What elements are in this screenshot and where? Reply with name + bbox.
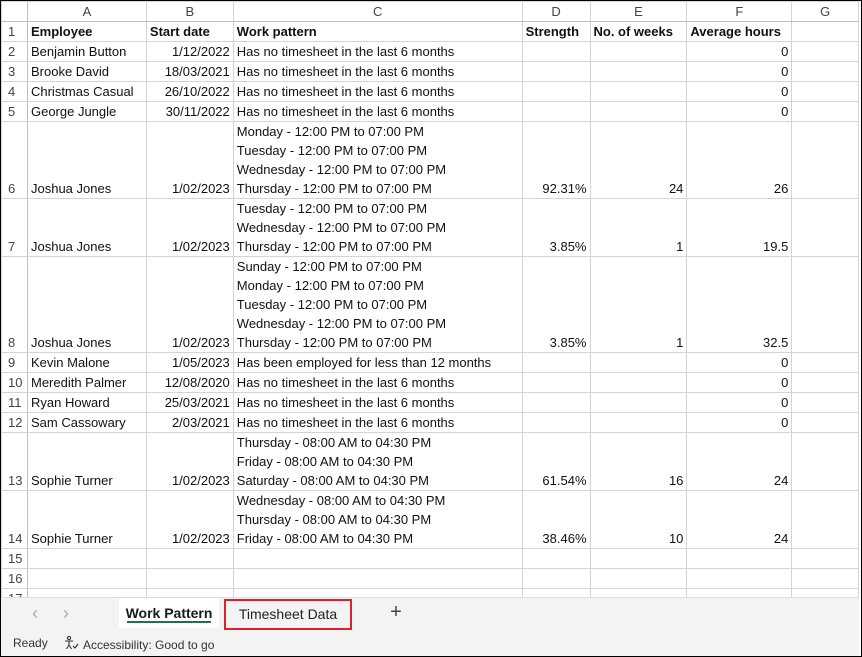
average-hours-cell[interactable]: 24 (687, 433, 792, 491)
tab-work-pattern[interactable] (119, 598, 219, 628)
work-pattern-cell[interactable] (233, 82, 522, 102)
accessibility-icon (63, 635, 79, 654)
start-date-cell[interactable]: 1/02/2023 (146, 122, 233, 199)
weeks-cell[interactable]: 1 (590, 257, 687, 353)
work-pattern-cell[interactable] (233, 373, 522, 393)
work-pattern-line: Wednesday - 08:00 AM to 04:30 PM (236, 493, 446, 508)
average-hours-cell[interactable]: 32.5 (687, 257, 792, 353)
tab-timesheet-data[interactable] (224, 599, 352, 630)
table-row (2, 257, 859, 353)
header-weeks-cell[interactable]: No. of weeks (590, 22, 687, 42)
average-hours-cell[interactable]: 0 (687, 393, 792, 413)
empty-cell[interactable] (792, 22, 859, 42)
add-sheet-button[interactable]: + (390, 601, 402, 623)
row-number[interactable]: 2 (2, 42, 28, 62)
work-pattern-cell[interactable] (233, 199, 522, 257)
empty-row (2, 569, 859, 589)
average-hours-cell[interactable]: 0 (687, 102, 792, 122)
work-pattern-line: Monday - 12:00 PM to 07:00 PM (236, 278, 424, 293)
row-number[interactable]: 14 (2, 491, 28, 549)
work-pattern-line: Has no timesheet in the last 6 months (236, 84, 455, 99)
table-row (2, 102, 859, 122)
row-number[interactable]: 15 (2, 549, 28, 569)
work-pattern-cell[interactable] (233, 102, 522, 122)
empty-cell[interactable] (792, 393, 859, 413)
work-pattern-line: Has no timesheet in the last 6 months (236, 64, 455, 79)
table-row (2, 82, 859, 102)
weeks-cell[interactable] (590, 102, 687, 122)
empty-cell[interactable] (590, 549, 687, 569)
row-number[interactable]: 1 (2, 22, 28, 42)
strength-cell[interactable] (522, 102, 590, 122)
work-pattern-line: Has no timesheet in the last 6 months (236, 375, 455, 390)
column-header[interactable]: C (233, 2, 522, 22)
accessibility-status-button[interactable] (63, 635, 214, 654)
employee-cell[interactable]: Joshua Jones (27, 122, 146, 199)
table-row (2, 413, 859, 433)
empty-cell[interactable] (522, 549, 590, 569)
work-pattern-line: Friday - 08:00 AM to 04:30 PM (236, 531, 414, 546)
empty-cell[interactable] (792, 62, 859, 82)
table-row (2, 62, 859, 82)
work-pattern-cell[interactable] (233, 413, 522, 433)
work-pattern-line: Has no timesheet in the last 6 months (236, 104, 455, 119)
strength-cell[interactable]: 92.31% (522, 122, 590, 199)
table-row (2, 491, 859, 549)
empty-cell[interactable] (590, 569, 687, 589)
row-number[interactable]: 3 (2, 62, 28, 82)
start-date-cell[interactable]: 1/05/2023 (146, 353, 233, 373)
average-hours-cell[interactable]: 19.5 (687, 199, 792, 257)
empty-cell[interactable] (687, 569, 792, 589)
table-row (2, 373, 859, 393)
weeks-cell[interactable] (590, 373, 687, 393)
weeks-cell[interactable] (590, 353, 687, 373)
prev-sheet-icon[interactable]: ‹ (32, 603, 38, 623)
strength-cell[interactable] (522, 42, 590, 62)
row-number[interactable]: 13 (2, 433, 28, 491)
work-pattern-line: Has been employed for less than 12 months (236, 355, 492, 370)
table-row (2, 199, 859, 257)
weeks-cell[interactable]: 16 (590, 433, 687, 491)
empty-cell[interactable] (146, 569, 233, 589)
empty-cell[interactable] (792, 491, 859, 549)
work-pattern-line: Has no timesheet in the last 6 months (236, 415, 455, 430)
row-number[interactable]: 8 (2, 257, 28, 353)
work-pattern-cell[interactable] (233, 433, 522, 491)
work-pattern-line: Saturday - 08:00 AM to 04:30 PM (236, 473, 430, 488)
spreadsheet-grid (1, 1, 859, 591)
average-hours-cell[interactable]: 0 (687, 62, 792, 82)
work-pattern-line: Tuesday - 12:00 PM to 07:00 PM (236, 297, 428, 312)
start-date-cell[interactable]: 30/11/2022 (146, 102, 233, 122)
header-average-hours-cell[interactable]: Average hours (687, 22, 792, 42)
empty-row (2, 549, 859, 569)
work-pattern-line: Monday - 12:00 PM to 07:00 PM (236, 124, 424, 139)
work-pattern-line: Has no timesheet in the last 6 months (236, 395, 455, 410)
start-date-cell[interactable]: 2/03/2021 (146, 413, 233, 433)
work-pattern-cell[interactable] (233, 257, 522, 353)
employee-cell[interactable]: Ryan Howard (27, 393, 146, 413)
work-pattern-line: Friday - 08:00 AM to 04:30 PM (236, 454, 414, 469)
empty-cell[interactable] (27, 549, 146, 569)
row-number[interactable]: 6 (2, 122, 28, 199)
strength-cell[interactable] (522, 82, 590, 102)
strength-cell[interactable]: 3.85% (522, 257, 590, 353)
empty-cell[interactable] (792, 549, 859, 569)
start-date-cell[interactable]: 25/03/2021 (146, 393, 233, 413)
work-pattern-cell[interactable] (233, 353, 522, 373)
start-date-cell[interactable]: 1/02/2023 (146, 491, 233, 549)
empty-cell[interactable] (792, 569, 859, 589)
strength-cell[interactable] (522, 353, 590, 373)
row-number[interactable]: 16 (2, 569, 28, 589)
row-number[interactable]: 4 (2, 82, 28, 102)
column-header[interactable]: D (522, 2, 590, 22)
employee-cell[interactable]: Benjamin Button (27, 42, 146, 62)
work-pattern-line: Sunday - 12:00 PM to 07:00 PM (236, 259, 422, 274)
column-header[interactable]: E (590, 2, 687, 22)
tab-label: Timesheet Data (238, 606, 338, 622)
header-employee-cell[interactable]: Employee (27, 22, 146, 42)
row-number[interactable]: 7 (2, 199, 28, 257)
work-pattern-line: Tuesday - 12:00 PM to 07:00 PM (236, 201, 428, 216)
work-pattern-line: Thursday - 12:00 PM to 07:00 PM (236, 335, 432, 350)
column-header[interactable]: A (27, 2, 146, 22)
column-header-row (2, 2, 859, 22)
table-row (2, 433, 859, 491)
strength-cell[interactable]: 61.54% (522, 433, 590, 491)
average-hours-cell[interactable]: 0 (687, 82, 792, 102)
weeks-cell[interactable]: 24 (590, 122, 687, 199)
empty-cell[interactable] (687, 549, 792, 569)
work-pattern-line: Thursday - 12:00 PM to 07:00 PM (236, 239, 432, 254)
employee-cell[interactable]: Sophie Turner (27, 433, 146, 491)
employee-cell[interactable]: Kevin Malone (27, 353, 146, 373)
strength-cell[interactable] (522, 62, 590, 82)
weeks-cell[interactable] (590, 393, 687, 413)
employee-cell[interactable]: George Jungle (27, 102, 146, 122)
strength-cell[interactable]: 38.46% (522, 491, 590, 549)
average-hours-cell[interactable]: 0 (687, 413, 792, 433)
empty-cell[interactable] (792, 413, 859, 433)
work-pattern-cell[interactable] (233, 491, 522, 549)
weeks-cell[interactable] (590, 42, 687, 62)
strength-cell[interactable] (522, 393, 590, 413)
average-hours-cell[interactable]: 0 (687, 373, 792, 393)
status-ready-text: Ready (13, 636, 48, 650)
row-number[interactable]: 11 (2, 393, 28, 413)
work-pattern-line: Tuesday - 12:00 PM to 07:00 PM (236, 143, 428, 158)
header-work-pattern-cell[interactable]: Work pattern (233, 22, 522, 42)
average-hours-cell[interactable]: 24 (687, 491, 792, 549)
work-pattern-cell[interactable] (233, 393, 522, 413)
start-date-cell[interactable]: 12/08/2020 (146, 373, 233, 393)
empty-cell[interactable] (792, 257, 859, 353)
empty-cell[interactable] (792, 373, 859, 393)
work-pattern-line: Wednesday - 12:00 PM to 07:00 PM (236, 162, 447, 177)
weeks-cell[interactable] (590, 82, 687, 102)
work-pattern-line: Thursday - 08:00 AM to 04:30 PM (236, 512, 432, 527)
strength-cell[interactable] (522, 373, 590, 393)
table-row (2, 122, 859, 199)
active-tab-underline (127, 621, 211, 623)
average-hours-cell[interactable]: 0 (687, 353, 792, 373)
row-number[interactable]: 9 (2, 353, 28, 373)
work-pattern-cell[interactable] (233, 42, 522, 62)
start-date-cell[interactable]: 18/03/2021 (146, 62, 233, 82)
start-date-cell[interactable]: 1/02/2023 (146, 433, 233, 491)
header-strength-cell[interactable]: Strength (522, 22, 590, 42)
weeks-cell[interactable]: 1 (590, 199, 687, 257)
header-start-date-cell[interactable]: Start date (146, 22, 233, 42)
weeks-cell[interactable]: 10 (590, 491, 687, 549)
work-pattern-line: Wednesday - 12:00 PM to 07:00 PM (236, 220, 447, 235)
row-number[interactable]: 5 (2, 102, 28, 122)
employee-cell[interactable]: Brooke David (27, 62, 146, 82)
next-sheet-icon[interactable]: › (63, 603, 69, 623)
empty-cell[interactable] (792, 353, 859, 373)
strength-cell[interactable] (522, 413, 590, 433)
status-bar (1, 631, 859, 656)
employee-cell[interactable]: Meredith Palmer (27, 373, 146, 393)
column-header[interactable]: B (146, 2, 233, 22)
work-pattern-cell[interactable] (233, 62, 522, 82)
worksheet-table (1, 1, 859, 609)
column-header[interactable]: G (792, 2, 859, 22)
empty-cell[interactable] (792, 433, 859, 491)
table-row (2, 42, 859, 62)
start-date-cell[interactable]: 1/12/2022 (146, 42, 233, 62)
empty-cell[interactable] (233, 569, 522, 589)
table-row (2, 393, 859, 413)
row-number[interactable]: 10 (2, 373, 28, 393)
work-pattern-line: Has no timesheet in the last 6 months (236, 44, 455, 59)
column-header[interactable]: F (687, 2, 792, 22)
strength-cell[interactable]: 3.85% (522, 199, 590, 257)
average-hours-cell[interactable]: 0 (687, 42, 792, 62)
employee-cell[interactable]: Joshua Jones (27, 199, 146, 257)
start-date-cell[interactable]: 26/10/2022 (146, 82, 233, 102)
empty-cell[interactable] (522, 569, 590, 589)
work-pattern-cell[interactable] (233, 122, 522, 199)
average-hours-cell[interactable]: 26 (687, 122, 792, 199)
employee-cell[interactable]: Sam Cassowary (27, 413, 146, 433)
work-pattern-line: Thursday - 12:00 PM to 07:00 PM (236, 181, 432, 196)
sheet-tab-bar (1, 597, 859, 632)
work-pattern-line: Wednesday - 12:00 PM to 07:00 PM (236, 316, 447, 331)
select-all-corner[interactable] (2, 2, 28, 22)
empty-cell[interactable] (233, 549, 522, 569)
empty-cell[interactable] (792, 199, 859, 257)
empty-cell[interactable] (792, 82, 859, 102)
work-pattern-line: Thursday - 08:00 AM to 04:30 PM (236, 435, 432, 450)
empty-cell[interactable] (27, 569, 146, 589)
empty-cell[interactable] (792, 122, 859, 199)
employee-cell[interactable]: Joshua Jones (27, 257, 146, 353)
tab-label: Work Pattern (125, 605, 213, 621)
employee-cell[interactable]: Christmas Casual (27, 82, 146, 102)
header-row (2, 22, 859, 42)
empty-cell[interactable] (792, 42, 859, 62)
row-number[interactable]: 12 (2, 413, 28, 433)
accessibility-status-text: Accessibility: Good to go (83, 637, 215, 652)
start-date-cell[interactable]: 1/02/2023 (146, 257, 233, 353)
weeks-cell[interactable] (590, 413, 687, 433)
employee-cell[interactable]: Sophie Turner (27, 491, 146, 549)
table-row (2, 353, 859, 373)
start-date-cell[interactable]: 1/02/2023 (146, 199, 233, 257)
empty-cell[interactable] (792, 102, 859, 122)
weeks-cell[interactable] (590, 62, 687, 82)
empty-cell[interactable] (146, 549, 233, 569)
